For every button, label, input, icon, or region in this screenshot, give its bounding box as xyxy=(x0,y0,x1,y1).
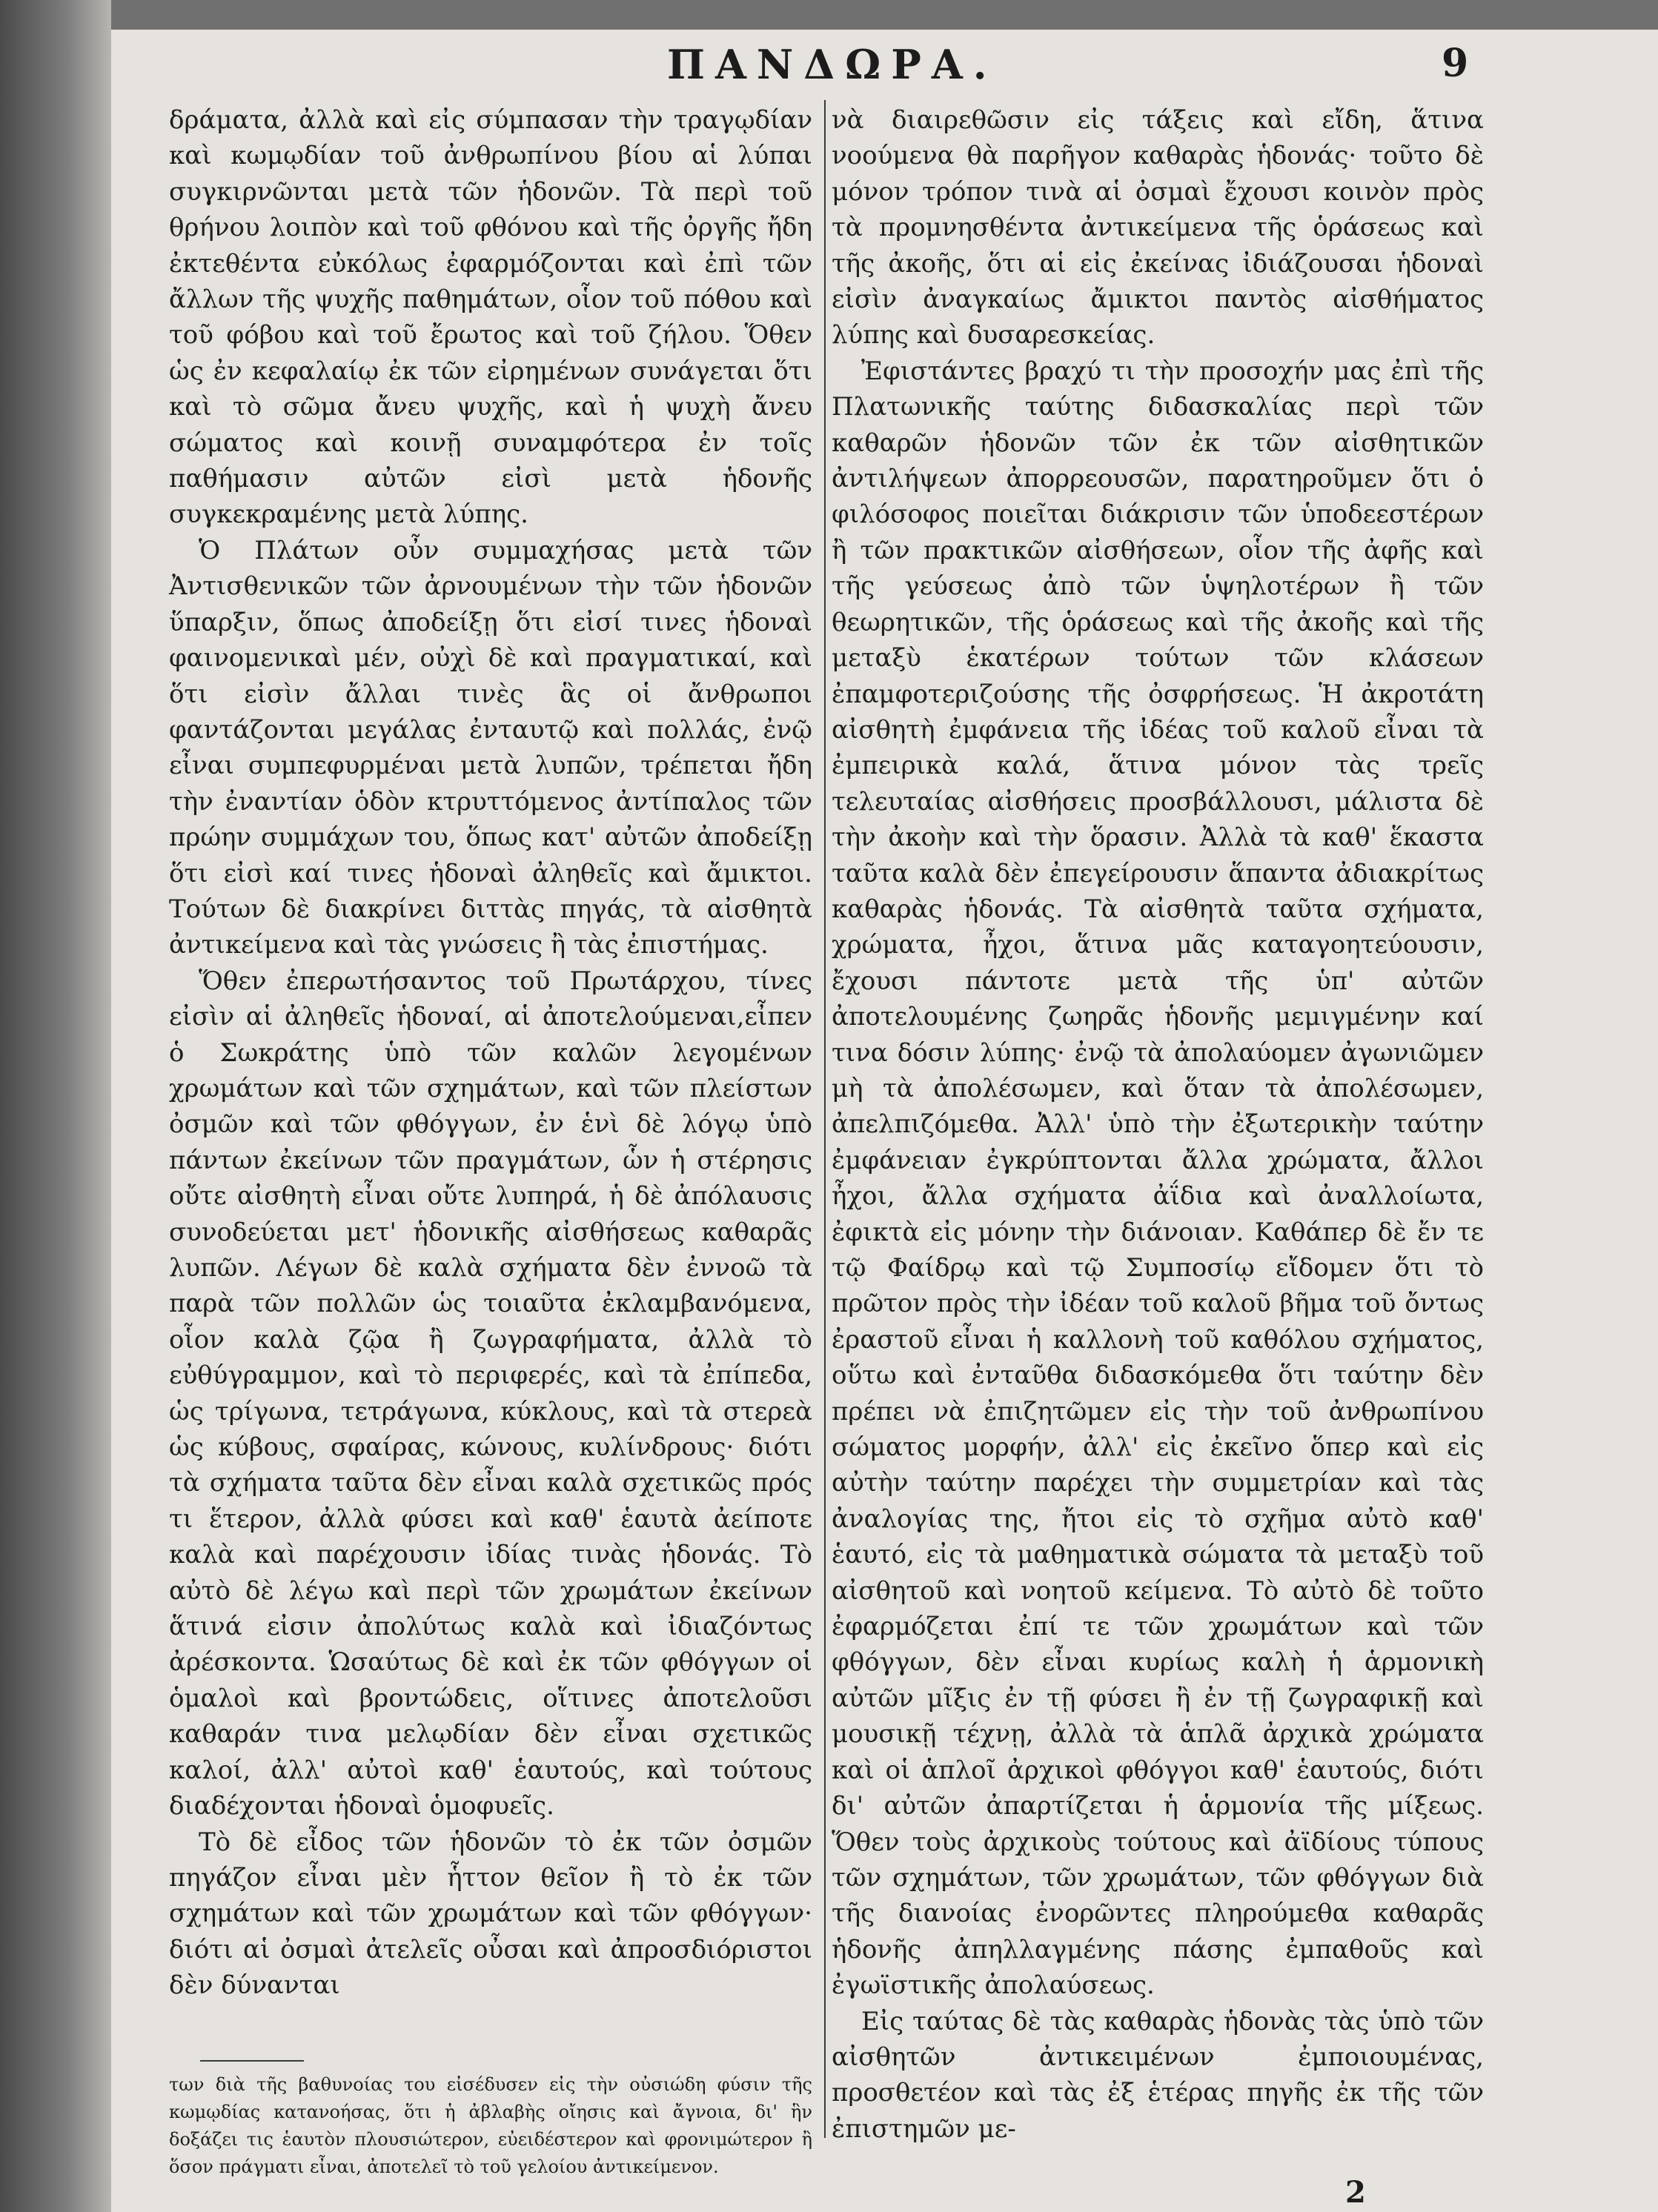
paragraph: Ἐφιστάντες βραχύ τι τὴν προσοχήν μας ἐπὶ τῆς Πλατωνικῆς ταύτης διδασκαλίας περὶ τῶν καθαρῶν ἡδονῶν τῶν ἐκ τῶν αἰσθητικῶν ἀντιλήψεων ἀπορρεουσῶν, παρατηροῦμεν ὅτι ὁ φιλόσοφος ποιεῖται διάκρισιν τῶν ὑποδεεστέρων ἢ τῶν πρακτικῶν αἰσθήσεων, οἷον τῆς ἀφῆς καὶ τῆς γεύσεως ἀπὸ τῶν ὑψηλοτέρων ἢ τῶν θεωρητικῶν, τῆς ὁράσεως καὶ τῆς ἀκοῆς καὶ τῆς μεταξὺ ἑκατέρων τούτων τῶν κλάσεων ἐπαμφοτεριζούσης τῆς ὀσφρήσεως. Ἡ ἀκροτάτη αἰσθητὴ ἐμφάνεια τῆς ἰδέας τοῦ καλοῦ εἶναι τὰ ἐμπειρικὰ καλά, ἅτινα μόνον τὰς τρεῖς τελευταίας αἰσθήσεις προσβάλλουσι, μάλιστα δὲ τὴν ἀκοὴν καὶ τὴν ὅρασιν. Ἀλλὰ τὰ καθ' ἕκαστα ταῦτα καλὰ δὲν ἐπεγείρουσιν ἅπαντα ἀδιακρίτως καθαρὰς ἡδονάς. Τὰ αἰσθητὰ ταῦτα σχήματα, χρώματα, ἦχοι, ἅτινα μᾶς καταγοητεύουσιν, ἔχουσι πάντοτε μετὰ τῆς ὑπ' αὐτῶν ἀποτελουμένης ζωηρᾶς ἡδονῆς μεμιγμένην καί τινα δόσιν λύπης· ἐνῷ τὰ ἀπολαύομεν ἀγωνιῶμεν μὴ τὰ ἀπολέσωμεν, καὶ ὅταν τὰ ἀπολέσωμεν, ἀπελπιζόμεθα. Ἀλλ' ὑπὸ τὴν ἐξωτερικὴν ταύτην ἐμφάνειαν ἐγκρύπτονται ἄλλα χρώματα, ἄλλοι ἦχοι, ἄλλα σχήματα ἀΐδια καὶ ἀναλλοίωτα, ἐφικτὰ εἰς μόνην τὴν διάνοιαν. Καθάπερ δὲ ἔν τε τῷ Φαίδρῳ καὶ τῷ Συμποσίῳ εἴδομεν ὅτι τὸ πρῶτον πρὸς τὴν ἰδέαν τοῦ καλοῦ βῆμα τοῦ ὄντως ἐραστοῦ εἶναι ἡ καλλονὴ τοῦ καθόλου σχήματος, οὕτω καὶ ἐνταῦθα διδασκόμεθα ὅτι ταύτην δὲν πρέπει νὰ ἐπιζητῶμεν εἰς τὴν τοῦ ἀνθρωπίνου σώματος μορφήν, ἀλλ' εἰς ἐκεῖνο ὅπερ καὶ εἰς αὐτὴν ταύτην παρέχει τὴν συμμετρίαν καὶ τὰς ἀναλογίας της, ἤτοι εἰς τὸ σχῆμα αὐτὸ καθ' ἑαυτό, εἰς τὰ μαθηματικὰ σώματα τὰ μεταξὺ τοῦ αἰσθητοῦ καὶ νοητοῦ κείμενα. Τὸ αὐτὸ δὲ τοῦτο ἐφαρμόζεται ἐπί τε τῶν χρωμάτων καὶ τῶν φθόγγων, δὲν εἶναι κυρίως καλὴ ἡ ἁρμονικὴ αὐτῶν μῖξις ἐν τῇ φύσει ἢ ἐν τῇ ζωγραφικῇ καὶ μουσικῇ τέχνῃ, ἀλλὰ τὰ ἁπλᾶ ἀρχικὰ χρώματα καὶ οἱ ἁπλοῖ ἀρχικοὶ φθόγγοι καθ' ἑαυτούς, διότι δι' αὐτῶν ἀπαρτίζεται ἡ ἁρμονία τῆς μίξεως. Ὅθεν τοὺς ἀρχικοὺς τούτους καὶ ἀϊδίους τύπους τῶν σχημάτων, τῶν χρωμάτων, τῶν φθόγγων διὰ τῆς διανοίας ἐνορῶντες πληρούμεθα καθαρᾶς ἡδονῆς ἀπηλλαγμένης πάσης ἐμπαθοῦς καὶ ἐγωϊστικῆς ἀπολαύσεως. xyxy=(832,356,1484,2001)
paragraph: Ὁ Πλάτων οὖν συμμαχήσας μετὰ τῶν Ἀντισθενικῶν τῶν ἀρνουμένων τὴν τῶν ἡδονῶν ὕπαρξιν, ὅπως ἀποδείξῃ ὅτι εἰσί τινες ἡδοναὶ φαινομενικαὶ μέν, οὐχὶ δὲ καὶ πραγματικαί, καὶ ὅτι εἰσὶν ἄλλαι τινὲς ἃς οἱ ἄνθρωποι φαντάζονται μεγάλας ἐνταυτῷ καὶ πολλάς, ἐνῷ εἶναι συμπεφυρμέναι μετὰ λυπῶν, τρέπεται ἤδη τὴν ἐναντίαν ὁδὸν κτρυττόμενος ἀντίπαλος τῶν πρώην συμμάχων του, ὅπως κατ' αὐτῶν ἀποδείξῃ ὅτι εἰσὶ καί τινες ἡδοναὶ ἀληθεῖς καὶ ἄμικτοι. Τούτων δὲ διακρίνει διττὰς πηγάς, τὰ αἰσθητὰ ἀντικείμενα καὶ τὰς γνώσεις ἢ τὰς ἐπιστήμας. xyxy=(169,535,812,960)
signature-mark: 2 xyxy=(1345,2175,1366,2210)
paragraph: Τὸ δὲ εἶδος τῶν ἡδονῶν τὸ ἐκ τῶν ὀσμῶν πηγάζον εἶναι μὲν ἧττον θεῖον ἢ τὸ ἐκ τῶν σχημάτων καὶ τῶν χρωμάτων καὶ τῶν φθόγγων· διότι αἱ ὀσμαὶ ἀτελεῖς οὖσαι καὶ ἀπροσδιόριστοι δὲν δύνανται xyxy=(169,1827,812,2001)
footnote xyxy=(169,2071,812,2181)
page-number: 9 xyxy=(1442,41,1469,86)
page-edge-shadow xyxy=(0,0,111,2212)
running-header-title: ΠΑΝΔΩΡΑ. xyxy=(667,41,998,88)
paragraph: νὰ διαιρεθῶσιν εἰς τάξεις καὶ εἴδη, ἅτινα νοούμενα θὰ παρῆγον καθαρὰς ἡδονάς· τοῦτο δὲ μόνον τρόπον τινὰ αἱ ὀσμαὶ ἔχουσι κοινὸν πρὸς τὰ προμνησθέντα ἀντικείμενα τῆς ὁράσεως καὶ τῆς ἀκοῆς, ὅτι αἱ εἰς ἐκείνας ἰδιάζουσαι ἡδοναὶ εἰσὶν ἀναγκαίως ἄμικτοι παντὸς αἰσθήματος λύπης καὶ δυσαρεσκείας. xyxy=(832,105,1484,351)
footnote-rule xyxy=(200,2060,304,2062)
left-column xyxy=(169,102,812,2004)
right-column xyxy=(832,102,1484,2147)
column-divider xyxy=(824,100,826,2138)
paragraph: Ὅθεν ἐπερωτήσαντος τοῦ Πρωτάρχου, τίνες εἰσὶν αἱ ἀληθεῖς ἡδοναί, αἱ ἀποτελούμεναι,εἶπεν ὁ Σωκράτης ὑπὸ τῶν καλῶν λεγομένων χρωμάτων καὶ τῶν σχημάτων, καὶ τῶν πλείστων ὀσμῶν καὶ τῶν φθόγγων, ἐν ἑνὶ δὲ λόγῳ ὑπὸ πάντων ἐκείνων τῶν πραγμάτων, ὧν ἡ στέρησις οὔτε αἰσθητὴ εἶναι οὔτε λυπηρά, ἡ δὲ ἀπόλαυσις συνοδεύεται μετ' ἡδονικῆς αἰσθήσεως καθαρᾶς λυπῶν. Λέγων δὲ καλὰ σχήματα δὲν ἐννοῶ τὰ παρὰ τῶν πολλῶν ὡς τοιαῦτα ἐκλαμβανόμενα, οἷον καλὰ ζῷα ἢ ζωγραφήματα, ἀλλὰ τὸ εὐθύγραμμον, καὶ τὸ περιφερές, καὶ τὰ ἐπίπεδα, ὡς τρίγωνα, τετράγωνα, κύκλους, καὶ τὰ στερεὰ ὡς κύβους, σφαίρας, κώνους, κυλίνδρους· διότι τὰ σχήματα ταῦτα δὲν εἶναι καλὰ σχετικῶς πρός τι ἕτερον, ἀλλὰ φύσει καὶ καθ' ἑαυτὰ ἀείποτε καλὰ καὶ παρέχουσιν ἰδίας τινὰς ἡδονάς. Τὸ αὐτὸ δὲ λέγω καὶ περὶ τῶν χρωμάτων ἐκείνων ἅτινά εἰσιν ἀπολύτως καλὰ καὶ ἰδιαζόντως ἀρέσκοντα. Ὡσαύτως δὲ καὶ ἐκ τῶν φθόγγων οἱ ὁμαλοὶ καὶ βροντώδεις, οἵτινες ἀποτελοῦσι καθαράν τινα μελῳδίαν δὲν εἶναι σχετικῶς καλοί, ἀλλ' αὐτοὶ καθ' ἑαυτούς, καὶ τούτους διαδέχονται ἡδοναὶ ὁμοφυεῖς. xyxy=(169,966,812,1821)
paragraph: δράματα, ἀλλὰ καὶ εἰς σύμπασαν τὴν τραγῳδίαν καὶ κωμῳδίαν τοῦ ἀνθρωπίνου βίου αἱ λύπαι συγκιρνῶνται μετὰ τῶν ἡδονῶν. Τὰ περὶ τοῦ θρήνου λοιπὸν καὶ τοῦ φθόνου καὶ τῆς ὀργῆς ἤδη ἐκτεθέντα εὐκόλως ἐφαρμόζονται καὶ ἐπὶ τῶν ἄλλων τῆς ψυχῆς παθημάτων, οἷον τοῦ πόθου καὶ τοῦ φόβου καὶ τοῦ ἔρωτος καὶ τοῦ ζήλου. Ὅθεν ὡς ἐν κεφαλαίῳ ἐκ τῶν εἰρημένων συνάγεται ὅτι καὶ τὸ σῶμα ἄνευ ψυχῆς, καὶ ἡ ψυχὴ ἄνευ σώματος καὶ κοινῇ συναμφότερα ἐν τοῖς παθήμασιν αὐτῶν εἰσὶ μετὰ ἡδονῆς συγκεκραμένης μετὰ λύπης. xyxy=(169,105,812,530)
footnote-text: των διὰ τῆς βαθυνοίας του εἰσέδυσεν εἰς τὴν οὐσιώδη φύσιν τῆς κωμῳδίας κατανοήσας, ὅτι ἡ ἀβλαβὴς οἴησις καὶ ἄγνοια, δι' ἣν δοξάζει τις ἑαυτὸν πλουσιώτερον, εὐειδέστερον καὶ φρονιμώτερον ἢ ὅσον πράγματι εἶναι, ἀποτελεῖ τὸ τοῦ γελοίου ἀντικείμενον. xyxy=(169,2074,812,2177)
paragraph: Εἰς ταύτας δὲ τὰς καθαρὰς ἡδονὰς τὰς ὑπὸ τῶν αἰσθητῶν ἀντικειμένων ἐμποιουμένας, προσθετέον καὶ τὰς ἐξ ἑτέρας πηγῆς ἐκ τῆς τῶν ἐπιστημῶν με- xyxy=(832,2006,1484,2144)
